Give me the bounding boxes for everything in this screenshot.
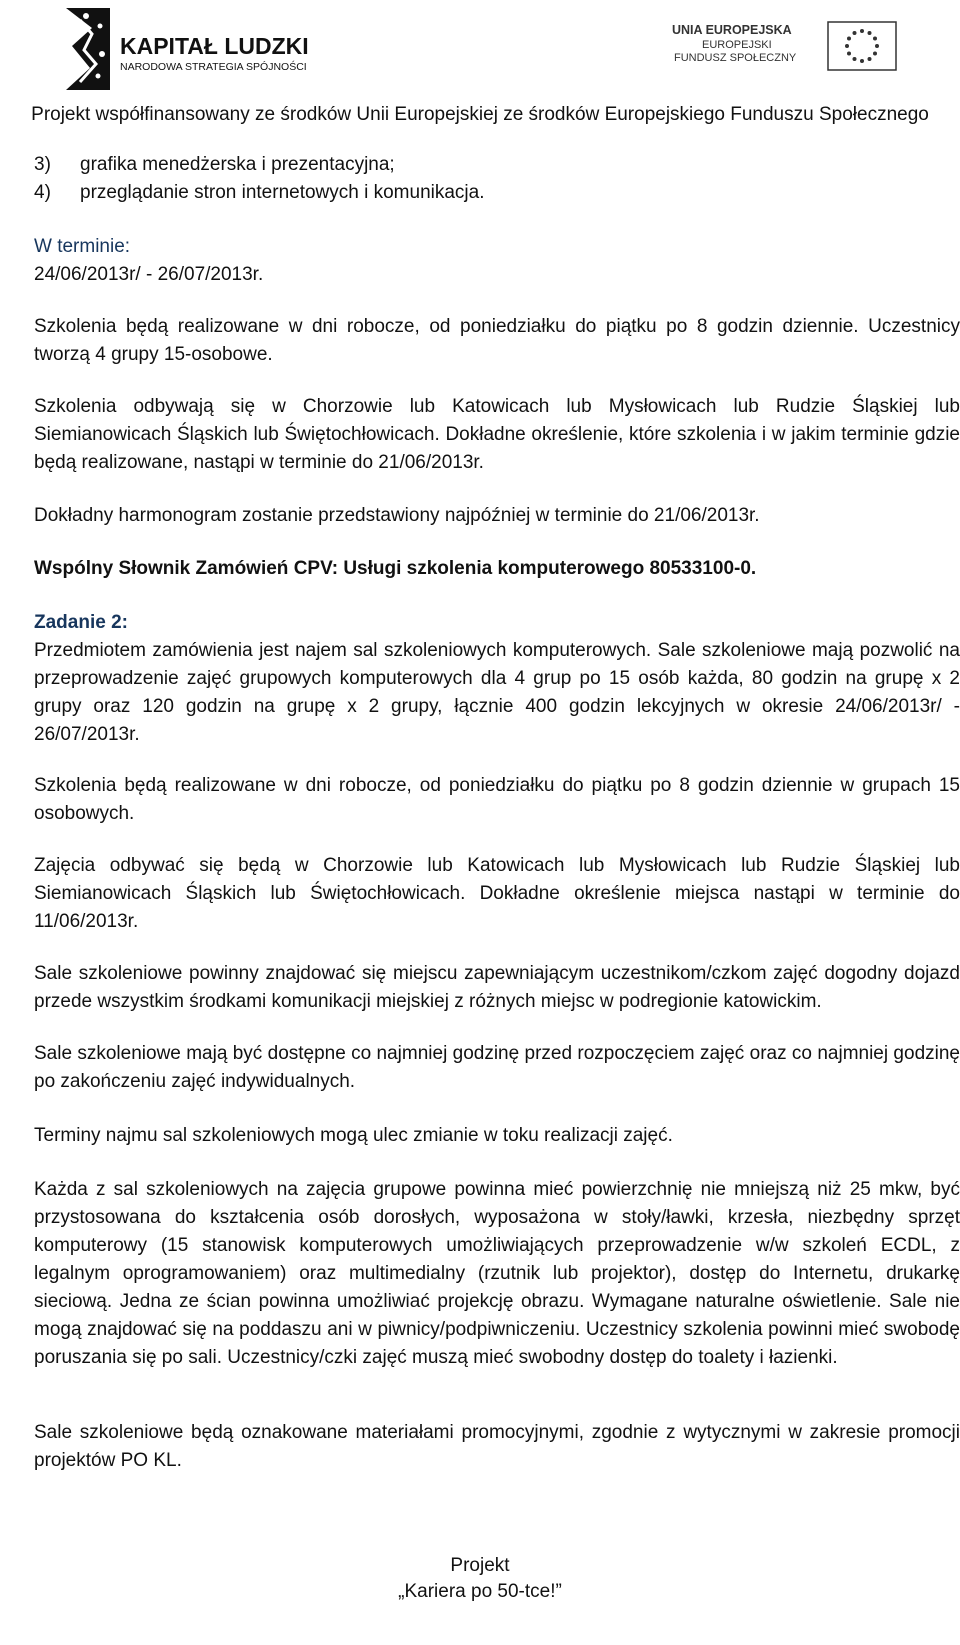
footer-line-1: Projekt	[450, 1555, 510, 1576]
eu-logo	[672, 20, 912, 76]
eu-star-icon	[853, 31, 857, 35]
kapital-ludzki-logo	[62, 6, 362, 92]
paragraph-11: Sale szkoleniowe będą oznakowane materiałami promocyjnymi, zgodnie z wytycznymi w zakresie promocji projektów PO KL.	[34, 1422, 960, 1471]
paragraph-6: Zajęcia odbywać się będą w Chorzowie lub Katowicach lub Mysłowicach lub Rudzie Śląskiej lub Siemianowicach Śląskich lub Świętochłowicach. Dokładne określenie miejsca nastąpi w terminie do 11/06/2013r.	[34, 855, 960, 932]
footer-line-2: „Kariera po 50-tce!”	[398, 1581, 562, 1602]
cpv-line: Wspólny Słownik Zamówień CPV: Usługi szkolenia komputerowego 80533100-0.	[34, 558, 757, 579]
paragraph-1: Szkolenia będą realizowane w dni robocze, od poniedziałku do piątku po 8 godzin dziennie. Uczestnicy tworzą 4 grupy 15-osobowe.	[34, 316, 960, 365]
eu-star-icon	[875, 44, 879, 48]
eu-star-icon	[873, 37, 877, 41]
funding-note: Projekt współfinansowany ze środków Unii Europejskiej ze środków Europejskiego Funduszu Społecznego	[31, 104, 929, 125]
term-label: W terminie:	[34, 236, 131, 257]
kl-title: KAPITAŁ LUDZKI	[120, 33, 309, 59]
paragraph-4: Przedmiotem zamówienia jest najem sal szkoleniowych komputerowych. Sale szkoleniowe mają pozwolić na przeprowadzenie zajęć grupowych komputerowych dla 4 grup po 15 osób każda, 80 godzin na grupę x 2 grupy oraz 120 godzin na grupę x 2 grupy, łącznie 400 godzin lekcyjnych w okresie 24/06/2013r/ - 26/07/2013r.	[34, 640, 960, 745]
kl-subtitle: NARODOWA STRATEGIA SPÓJNOŚCI	[120, 61, 307, 73]
paragraph-5: Szkolenia będą realizowane w dni robocze, od poniedziałku do piątku po 8 godzin dziennie w grupach 15 osobowych.	[34, 775, 960, 824]
eu-star-icon	[860, 29, 864, 33]
paragraph-3: Dokładny harmonogram zostanie przedstawiony najpóźniej w terminie do 21/06/2013r.	[34, 505, 760, 526]
eu-star-icon	[847, 37, 851, 41]
paragraph-2: Szkolenia odbywają się w Chorzowie lub Katowicach lub Mysłowicach lub Rudzie Śląskiej lub Siemianowicach Śląskich lub Świętochłowicach. Dokładne określenie, które szkolenia i w jakim terminie gdzie będą realizowane, nastąpi w terminie do 21/06/2013r.	[34, 396, 960, 473]
list-item: 4) przeglądanie stron internetowych i komunikacja.	[34, 182, 485, 203]
eu-star-icon	[845, 44, 849, 48]
ue-line1: UNIA EUROPEJSKA	[672, 23, 792, 37]
eu-star-icon	[860, 59, 864, 63]
list-item: 3) grafika menedżerska i prezentacyjna;	[34, 154, 395, 175]
page-header	[0, 0, 960, 130]
paragraph-9: Terminy najmu sal szkoleniowych mogą ulec zmianie w toku realizacji zajęć.	[34, 1125, 673, 1146]
eu-star-icon	[853, 57, 857, 61]
task2-heading: Zadanie 2:	[34, 612, 128, 633]
paragraph-7: Sale szkoleniowe powinny znajdować się miejscu zapewniającym uczestnikom/czkom zajęć dogodny dojazd przede wszystkim środkami komunikacji miejskiej z różnych miejsc w podregionie katowickim.	[34, 963, 960, 1012]
paragraph-10: Każda z sal szkoleniowych na zajęcia grupowe powinna mieć powierzchnię nie mniejszą niż 25 mkw, być przystosowana do kształcenia osób dorosłych, wyposażona w stoły/ławki, krzesła, niezbędny sprzęt komputerowy (15 stanowisk komputerowych umożliwiających przeprowadzenie w/w szkoleń ECDL, z legalnym oprogramowaniem) oraz multimedialny (rzutnik lub projektor), dostęp do Internetu, drukarkę sieciową. Jedna ze ścian powinna umożliwiać projekcję obrazu. Wymagane naturalne oświetlenie. Sale nie mogą znajdować się na poddaszu ani w piwnicy/podpiwniczeniu. Uczestnicy szkolenia powinni mieć swobodę poruszania się po sali. Uczestnicy/czki zajęć muszą mieć swobodny dostęp do toalety i łazienki.	[34, 1179, 960, 1368]
eu-star-icon	[873, 52, 877, 56]
ue-line3: FUNDUSZ SPOŁECZNY	[674, 52, 797, 64]
eu-star-icon	[868, 31, 872, 35]
term-value: 24/06/2013r/ - 26/07/2013r.	[34, 264, 264, 285]
eu-star-icon	[868, 57, 872, 61]
paragraph-8: Sale szkoleniowe mają być dostępne co najmniej godzinę przed rozpoczęciem zajęć oraz co najmniej godzinę po zakończeniu zajęć indywidualnych.	[34, 1043, 960, 1092]
ue-line2: EUROPEJSKI	[702, 39, 772, 51]
eu-star-icon	[847, 52, 851, 56]
